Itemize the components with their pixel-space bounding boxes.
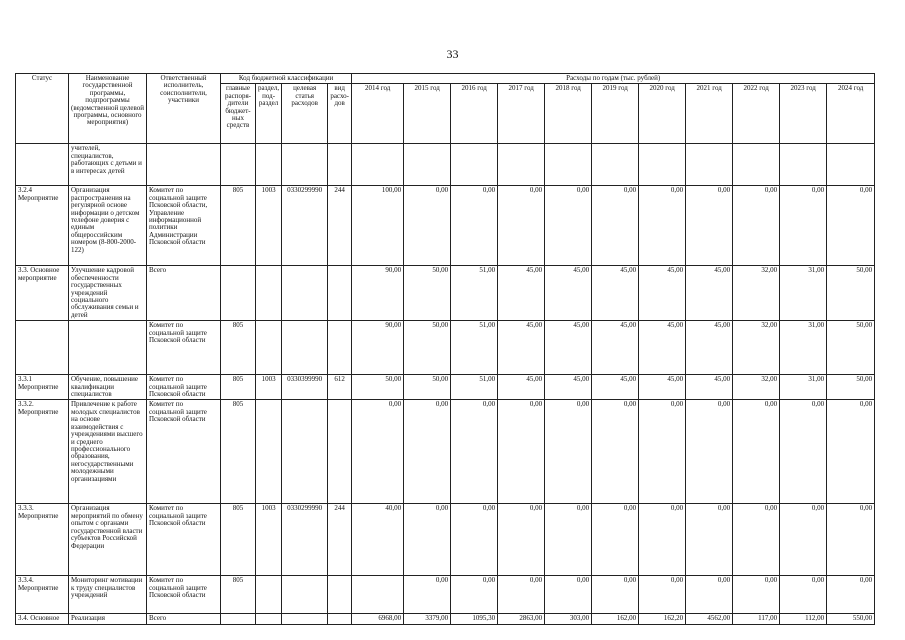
cell-name: Организация распространения на регулярной основе информации о детском телефоне доверия с единым общероссийским номером (8-800-2000-122) — [69, 186, 147, 266]
cell-year-value: 50,00 — [404, 321, 451, 375]
cell-year-value: 51,00 — [451, 375, 498, 400]
cell-year-value: 0,00 — [827, 504, 875, 576]
cell-year-value: 45,00 — [592, 321, 639, 375]
budget-table-wrapper — [15, 73, 875, 625]
cell-section — [256, 576, 282, 614]
cell-year-value: 0,00 — [404, 186, 451, 266]
cell-year-value: 0,00 — [545, 186, 592, 266]
cell-year-value: 4562,00 — [686, 614, 733, 624]
cell-article — [282, 400, 328, 504]
cell-article — [282, 266, 328, 321]
cell-grbs — [221, 144, 256, 186]
cell-status: 3.3.3. Мероприятие — [16, 504, 69, 576]
cell-year-value: 3379,00 — [404, 614, 451, 624]
cell-status — [16, 144, 69, 186]
cell-grbs — [221, 614, 256, 624]
cell-grbs: 805 — [221, 375, 256, 400]
cell-grbs — [221, 266, 256, 321]
cell-year-value: 0,00 — [733, 400, 780, 504]
cell-year-value — [592, 144, 639, 186]
cell-name: учителей, специалистов, работающих с детьми и в интересах детей — [69, 144, 147, 186]
cell-year-value: 0,00 — [498, 576, 545, 614]
cell-expense-type — [328, 144, 352, 186]
cell-expense-type — [328, 400, 352, 504]
cell-name: Обучение, повышение квалификации специалистов — [69, 375, 147, 400]
cell-year-value: 0,00 — [451, 504, 498, 576]
cell-responsible: Комитет по социальной защите Псковской области — [147, 576, 221, 614]
header-year: 2022 год — [733, 84, 780, 144]
cell-year-value — [352, 576, 404, 614]
header-year: 2017 год — [498, 84, 545, 144]
cell-year-value: 32,00 — [733, 266, 780, 321]
header-status: Статус — [16, 74, 69, 144]
table-row — [16, 321, 875, 375]
cell-name: Организация мероприятий по обмену опытом с органами государственной власти субъектов Российской Федерации — [69, 504, 147, 576]
table-row — [16, 614, 875, 624]
cell-year-value: 45,00 — [639, 266, 686, 321]
cell-section — [256, 144, 282, 186]
cell-year-value: 1095,30 — [451, 614, 498, 624]
cell-status: 3.3.4. Мероприятие — [16, 576, 69, 614]
cell-responsible: Комитет по социальной защите Псковской области — [147, 504, 221, 576]
cell-article — [282, 144, 328, 186]
header-year: 2015 год — [404, 84, 451, 144]
cell-year-value: 0,00 — [686, 504, 733, 576]
header-code-section: раздел, под-раздел — [256, 84, 282, 144]
header-name: Наименование государственной программы, подпрограммы (ведомственной целевой программы, основного мероприятия) — [69, 74, 147, 144]
cell-year-value: 0,00 — [780, 504, 827, 576]
header-code-type: вид расхо-дов — [328, 84, 352, 144]
header-year: 2016 год — [451, 84, 498, 144]
cell-year-value: 0,00 — [592, 186, 639, 266]
cell-status — [16, 321, 69, 375]
cell-year-value: 0,00 — [780, 400, 827, 504]
table-row — [16, 144, 875, 186]
cell-year-value: 50,00 — [827, 321, 875, 375]
cell-year-value: 45,00 — [592, 375, 639, 400]
cell-year-value — [639, 144, 686, 186]
cell-year-value — [352, 144, 404, 186]
cell-expense-type — [328, 614, 352, 624]
cell-responsible: Комитет по социальной защите Псковской области — [147, 400, 221, 504]
cell-status: 3.4. Основное — [16, 614, 69, 624]
header-year: 2019 год — [592, 84, 639, 144]
cell-year-value: 0,00 — [686, 400, 733, 504]
cell-year-value: 0,00 — [404, 576, 451, 614]
cell-name: Мониторинг мотивации к труду специалистов учреждений — [69, 576, 147, 614]
cell-year-value: 0,00 — [545, 576, 592, 614]
cell-year-value: 2863,00 — [498, 614, 545, 624]
cell-responsible: Всего — [147, 614, 221, 624]
cell-expense-type: 612 — [328, 375, 352, 400]
cell-year-value: 31,00 — [780, 375, 827, 400]
cell-article — [282, 614, 328, 624]
cell-article: 0330299990 — [282, 504, 328, 576]
cell-year-value — [733, 144, 780, 186]
cell-year-value: 0,00 — [451, 576, 498, 614]
cell-year-value: 45,00 — [686, 321, 733, 375]
header-expenses: Расходы по годам (тыс. рублей) — [352, 74, 875, 84]
header-year: 2021 год — [686, 84, 733, 144]
cell-section — [256, 614, 282, 624]
cell-year-value: 0,00 — [686, 576, 733, 614]
cell-year-value: 45,00 — [545, 321, 592, 375]
header-responsible: Ответственный исполнитель, соисполнители, участники — [147, 74, 221, 144]
cell-year-value: 162,00 — [592, 614, 639, 624]
cell-year-value: 0,00 — [545, 400, 592, 504]
cell-responsible: Комитет по социальной защите Псковской области — [147, 375, 221, 400]
cell-section — [256, 400, 282, 504]
cell-year-value: 0,00 — [592, 400, 639, 504]
cell-year-value: 0,00 — [827, 576, 875, 614]
cell-year-value: 90,00 — [352, 266, 404, 321]
cell-expense-type — [328, 266, 352, 321]
cell-status: 3.2.4 Мероприятие — [16, 186, 69, 266]
cell-year-value: 45,00 — [545, 266, 592, 321]
cell-grbs: 805 — [221, 186, 256, 266]
cell-name: Улучшение кадровой обеспеченности государственных учреждений социального обслуживания семьи и детей — [69, 266, 147, 321]
cell-section — [256, 266, 282, 321]
table-row — [16, 375, 875, 400]
cell-responsible: Всего — [147, 266, 221, 321]
cell-status: 3.3. Основное мероприятие — [16, 266, 69, 321]
cell-year-value — [686, 144, 733, 186]
cell-year-value: 45,00 — [498, 375, 545, 400]
cell-year-value: 51,00 — [451, 266, 498, 321]
cell-year-value: 32,00 — [733, 321, 780, 375]
cell-year-value: 0,00 — [592, 576, 639, 614]
cell-status: 3.3.2. Мероприятие — [16, 400, 69, 504]
cell-year-value — [780, 144, 827, 186]
cell-responsible: Комитет по социальной защите Псковской области, Управление информационной политики Администрации Псковской области — [147, 186, 221, 266]
cell-grbs: 805 — [221, 576, 256, 614]
cell-article — [282, 576, 328, 614]
cell-year-value: 0,00 — [498, 400, 545, 504]
table-row — [16, 576, 875, 614]
cell-year-value: 0,00 — [592, 504, 639, 576]
cell-grbs: 805 — [221, 504, 256, 576]
table-row — [16, 400, 875, 504]
cell-year-value: 0,00 — [639, 576, 686, 614]
cell-year-value: 90,00 — [352, 321, 404, 375]
cell-year-value: 303,00 — [545, 614, 592, 624]
cell-year-value: 45,00 — [592, 266, 639, 321]
header-code-article: целевая статья расходов — [282, 84, 328, 144]
cell-year-value — [827, 144, 875, 186]
cell-year-value — [545, 144, 592, 186]
header-budget-code: Код бюджетной классификации — [221, 74, 352, 84]
cell-article: 0330299990 — [282, 186, 328, 266]
cell-year-value: 45,00 — [498, 321, 545, 375]
cell-section: 1003 — [256, 375, 282, 400]
cell-year-value: 0,00 — [639, 186, 686, 266]
cell-responsible — [147, 144, 221, 186]
cell-year-value: 0,00 — [733, 186, 780, 266]
header-year: 2020 год — [639, 84, 686, 144]
cell-expense-type: 244 — [328, 186, 352, 266]
cell-year-value: 0,00 — [498, 186, 545, 266]
cell-section: 1003 — [256, 186, 282, 266]
cell-year-value: 0,00 — [639, 504, 686, 576]
cell-year-value: 50,00 — [352, 375, 404, 400]
cell-section: 1003 — [256, 504, 282, 576]
cell-section — [256, 321, 282, 375]
cell-year-value — [498, 144, 545, 186]
cell-year-value: 45,00 — [639, 321, 686, 375]
cell-year-value: 0,00 — [780, 576, 827, 614]
cell-name: Привлечение к работе молодых специалистов на основе взаимодействия с учреждениями высшего и среднего профессионального образования, негосударственными молодежными организациями — [69, 400, 147, 504]
header-year: 2023 год — [780, 84, 827, 144]
cell-article: 0330399990 — [282, 375, 328, 400]
cell-year-value: 45,00 — [639, 375, 686, 400]
cell-year-value: 40,00 — [352, 504, 404, 576]
cell-expense-type — [328, 576, 352, 614]
cell-year-value: 45,00 — [498, 266, 545, 321]
cell-year-value: 50,00 — [404, 375, 451, 400]
budget-table — [15, 73, 875, 625]
cell-year-value — [451, 144, 498, 186]
cell-grbs: 805 — [221, 321, 256, 375]
cell-year-value: 0,00 — [733, 504, 780, 576]
table-row — [16, 186, 875, 266]
cell-expense-type: 244 — [328, 504, 352, 576]
cell-year-value: 45,00 — [686, 266, 733, 321]
cell-article — [282, 321, 328, 375]
cell-year-value: 32,00 — [733, 375, 780, 400]
cell-year-value: 50,00 — [827, 266, 875, 321]
cell-year-value: 50,00 — [827, 375, 875, 400]
cell-year-value: 0,00 — [733, 576, 780, 614]
cell-year-value: 0,00 — [827, 400, 875, 504]
cell-year-value: 0,00 — [780, 186, 827, 266]
cell-year-value: 117,00 — [733, 614, 780, 624]
cell-year-value: 0,00 — [352, 400, 404, 504]
table-row — [16, 504, 875, 576]
cell-name: Реализация — [69, 614, 147, 624]
cell-year-value: 0,00 — [451, 186, 498, 266]
cell-year-value: 31,00 — [780, 266, 827, 321]
cell-expense-type — [328, 321, 352, 375]
cell-year-value: 31,00 — [780, 321, 827, 375]
cell-year-value: 0,00 — [451, 400, 498, 504]
cell-year-value: 100,00 — [352, 186, 404, 266]
table-row — [16, 266, 875, 321]
cell-year-value: 0,00 — [404, 400, 451, 504]
header-year: 2018 год — [545, 84, 592, 144]
page-number: 33 — [446, 47, 459, 61]
cell-responsible: Комитет по социальной защите Псковской области — [147, 321, 221, 375]
cell-year-value: 0,00 — [686, 186, 733, 266]
cell-year-value: 0,00 — [827, 186, 875, 266]
cell-year-value: 112,00 — [780, 614, 827, 624]
cell-year-value: 0,00 — [639, 400, 686, 504]
cell-year-value: 0,00 — [404, 504, 451, 576]
cell-year-value — [404, 144, 451, 186]
cell-status: 3.3.1 Мероприятие — [16, 375, 69, 400]
header-year: 2024 год — [827, 84, 875, 144]
cell-year-value: 0,00 — [498, 504, 545, 576]
cell-year-value: 51,00 — [451, 321, 498, 375]
cell-year-value: 0,00 — [545, 504, 592, 576]
cell-year-value: 45,00 — [686, 375, 733, 400]
cell-year-value: 6968,00 — [352, 614, 404, 624]
cell-year-value: 550,00 — [827, 614, 875, 624]
cell-year-value: 50,00 — [404, 266, 451, 321]
header-code-grbs: главные распоря-дители бюджет-ных средств — [221, 84, 256, 144]
cell-name — [69, 321, 147, 375]
cell-year-value: 162,20 — [639, 614, 686, 624]
cell-year-value: 45,00 — [545, 375, 592, 400]
cell-grbs: 805 — [221, 400, 256, 504]
header-year: 2014 год — [352, 84, 404, 144]
